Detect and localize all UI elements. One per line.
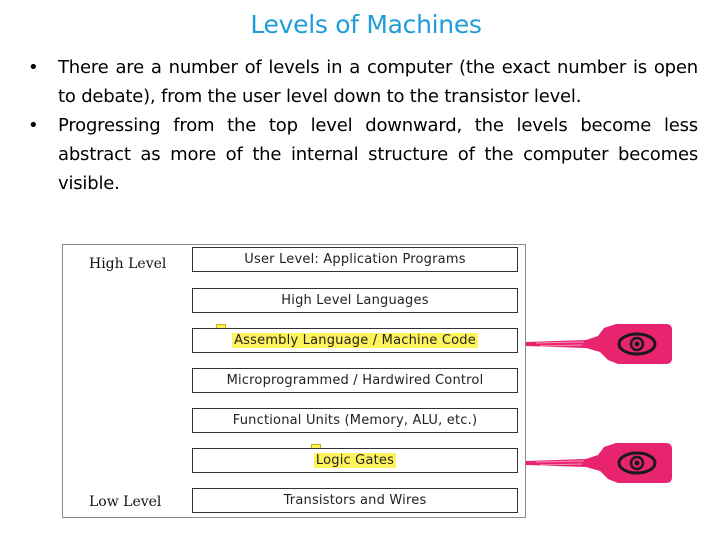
slide-title: Levels of Machines [250, 10, 482, 39]
pointer-eye-icon [526, 322, 672, 366]
pointer-eye-icon [526, 441, 672, 485]
levels-diagram [62, 244, 526, 518]
level-label: Transistors and Wires [283, 493, 427, 508]
low-level-label: Low Level [89, 494, 162, 510]
level-label: Functional Units (Memory, ALU, etc.) [232, 413, 478, 428]
level-box-logic-gates [192, 448, 518, 473]
high-level-label: High Level [89, 256, 167, 272]
level-label-highlighted: Logic Gates [315, 453, 395, 468]
bullet-dot: • [28, 115, 39, 136]
level-box-transistors [192, 488, 518, 513]
level-label: User Level: Application Programs [244, 252, 466, 267]
level-label-highlighted: Assembly Language / Machine Code [234, 333, 476, 348]
bullet-dot: • [28, 57, 39, 78]
level-box-high-level-languages [192, 288, 518, 313]
bullet-text: Progressing from the top level downward, the levels become less abstract as more of the internal structure of the computer becomes visible. [58, 115, 698, 194]
level-label: Microprogrammed / Hardwired Control [226, 373, 484, 388]
level-box-microprogrammed [192, 368, 518, 393]
level-box-assembly [192, 328, 518, 353]
level-box-functional-units [192, 408, 518, 433]
bullet-item [28, 53, 698, 111]
bullet-item [28, 111, 698, 198]
bullet-list [28, 53, 698, 198]
level-label: High Level Languages [281, 293, 429, 308]
bullet-text: There are a number of levels in a computer (the exact number is open to debate), from the user level down to the transistor level. [58, 57, 698, 107]
level-box-user [192, 247, 518, 272]
